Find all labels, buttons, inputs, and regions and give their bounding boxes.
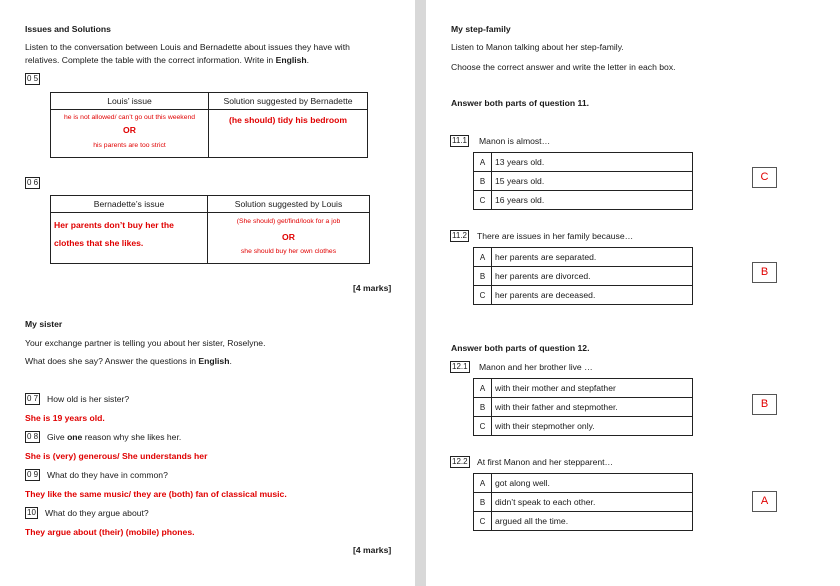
header-louis-issue: Louis’ issue — [51, 93, 209, 110]
question-number-07: 0 7 — [27, 394, 39, 403]
part-instruction-11: Answer both parts of question 11. — [451, 98, 589, 108]
option-text: her parents are deceased. — [492, 286, 693, 305]
option-letter: C — [474, 286, 492, 305]
question-number-06: 0 6 — [27, 178, 39, 187]
question-text: Manon is almost… — [479, 136, 551, 146]
option-text: with their stepmother only. — [492, 417, 693, 436]
question-text: What do they have in common? — [47, 470, 168, 480]
answer-text: She is (very) generous/ She understands her — [25, 451, 208, 461]
options-table-11-1 — [473, 152, 693, 210]
option-text: got along well. — [492, 474, 693, 493]
question-text: There are issues in her family because… — [477, 231, 634, 241]
option-text: 16 years old. — [492, 191, 693, 210]
option-letter: A — [474, 153, 492, 172]
option-text: with their father and stepmother. — [492, 398, 693, 417]
option-letter: B — [474, 267, 492, 286]
answer-louis-solution: (She should) get/find/look for a job OR she should buy her own clothes — [208, 213, 370, 264]
option-text: 13 years old. — [492, 153, 693, 172]
options-table-12-1 — [473, 378, 693, 436]
option-letter: B — [474, 172, 492, 191]
option-letter: C — [474, 512, 492, 531]
option-letter: B — [474, 493, 492, 512]
instruction-line: relatives. Complete the table with the correct information. Write in English. — [25, 55, 310, 65]
section-title-issues: Issues and Solutions — [25, 24, 111, 34]
option-letter: A — [474, 248, 492, 267]
option-letter: C — [474, 417, 492, 436]
table-q06 — [50, 195, 370, 264]
section-title-step-family: My step-family — [451, 24, 511, 34]
answer-text: She is 19 years old. — [25, 413, 105, 423]
instruction-line: Listen to the conversation between Louis and Bernadette about issues they have with — [25, 42, 350, 52]
option-letter: B — [474, 398, 492, 417]
option-letter: A — [474, 474, 492, 493]
answer-box-11-1[interactable]: C — [752, 167, 777, 188]
header-bernadette-issue: Bernadette’s issue — [51, 196, 208, 213]
left-page — [0, 0, 415, 586]
answer-bernadette-issue: Her parents don’t buy her the clothes that she likes. — [51, 213, 208, 264]
section-title-my-sister: My sister — [25, 319, 63, 329]
question-number-05: 0 5 — [27, 74, 39, 83]
marks-label: [4 marks] — [353, 283, 392, 293]
answer-box-11-2[interactable]: B — [752, 262, 777, 283]
answer-box-12-1[interactable]: B — [752, 394, 777, 415]
right-page — [426, 0, 840, 586]
part-instruction-12: Answer both parts of question 12. — [451, 343, 590, 353]
option-letter: C — [474, 191, 492, 210]
header-solution-louis: Solution suggested by Louis — [208, 196, 370, 213]
question-number-09: 0 9 — [27, 470, 39, 479]
options-table-11-2 — [473, 247, 693, 305]
question-number-10: 10 — [27, 508, 36, 517]
question-number-08: 0 8 — [27, 432, 39, 441]
option-text: her parents are separated. — [492, 248, 693, 267]
answer-box-12-2[interactable]: A — [752, 491, 777, 512]
question-number-12-1: 12.1 — [452, 362, 468, 371]
question-text: At first Manon and her stepparent… — [477, 457, 614, 467]
question-text: How old is her sister? — [47, 394, 130, 404]
option-letter: A — [474, 379, 492, 398]
header-solution-bernadette: Solution suggested by Bernadette — [209, 93, 368, 110]
instruction-line: What does she say? Answer the questions in English. — [25, 356, 232, 366]
options-table-12-2 — [473, 473, 693, 531]
option-text: with their mother and stepfather — [492, 379, 693, 398]
question-text: What do they argue about? — [45, 508, 149, 518]
marks-label: [4 marks] — [353, 545, 392, 555]
option-text: her parents are divorced. — [492, 267, 693, 286]
instruction-line: Your exchange partner is telling you about her sister, Roselyne. — [25, 338, 266, 348]
option-text: 15 years old. — [492, 172, 693, 191]
answer-louis-issue: he is not allowed/ can’t go out this weekend OR his parents are too strict — [51, 110, 209, 158]
instruction-line: Choose the correct answer and write the letter in each box. — [451, 62, 676, 72]
option-text: argued all the time. — [492, 512, 693, 531]
instruction-line: Listen to Manon talking about her step-family. — [451, 42, 624, 52]
answer-text: They like the same music/ they are (both) fan of classical music. — [25, 489, 287, 499]
question-number-11-2: 11.2 — [452, 231, 467, 240]
question-number-12-2: 12.2 — [452, 457, 468, 466]
question-text: Give one reason why she likes her. — [47, 432, 182, 442]
question-number-11-1: 11.1 — [452, 136, 467, 145]
answer-bernadette-solution: (he should) tidy his bedroom — [209, 110, 368, 158]
question-text: Manon and her brother live … — [479, 362, 593, 372]
option-text: didn’t speak to each other. — [492, 493, 693, 512]
table-q05 — [50, 92, 368, 158]
answer-text: They argue about (their) (mobile) phones. — [25, 527, 195, 537]
